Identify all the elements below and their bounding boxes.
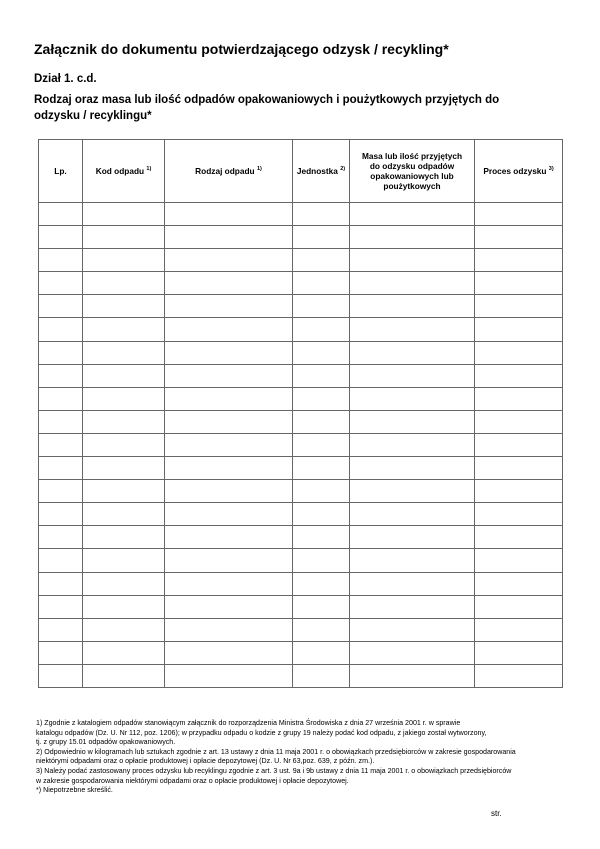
table-cell xyxy=(293,226,350,249)
table-cell xyxy=(39,641,83,664)
table-cell xyxy=(350,226,475,249)
table-cell xyxy=(83,387,165,410)
table-cell xyxy=(293,618,350,641)
table-cell xyxy=(475,272,563,295)
table-cell xyxy=(165,410,293,433)
page-number-label: str. xyxy=(491,809,502,818)
column-header-rodzaj-odpadu: Rodzaj odpadu $^{1)}$ xyxy=(165,140,293,203)
table-cell xyxy=(83,618,165,641)
section-label: Dział 1. c.d. xyxy=(34,73,97,85)
table-cell xyxy=(475,526,563,549)
table-cell xyxy=(350,480,475,503)
table-row xyxy=(39,341,563,364)
table-cell xyxy=(165,226,293,249)
table-row xyxy=(39,549,563,572)
table-row xyxy=(39,572,563,595)
table-cell xyxy=(39,203,83,226)
table-cell xyxy=(39,364,83,387)
table-cell xyxy=(475,480,563,503)
table-row xyxy=(39,595,563,618)
table-cell xyxy=(475,410,563,433)
table-cell xyxy=(350,364,475,387)
table-cell xyxy=(39,664,83,687)
table-cell xyxy=(165,641,293,664)
table-cell xyxy=(475,203,563,226)
table-cell xyxy=(165,457,293,480)
column-header-masa: Masa lub ilość przyjętych do odzysku odpadów opakowaniowych lub poużytkowych xyxy=(350,140,475,203)
table-row xyxy=(39,272,563,295)
table-cell xyxy=(350,457,475,480)
table-cell xyxy=(39,503,83,526)
table-cell xyxy=(39,526,83,549)
table-cell xyxy=(293,203,350,226)
table-cell xyxy=(39,226,83,249)
table-cell xyxy=(350,618,475,641)
page-title: Załącznik do dokumentu potwierdzającego odzysk / recykling* xyxy=(34,41,449,57)
table-cell xyxy=(165,341,293,364)
table-cell xyxy=(475,664,563,687)
table-cell xyxy=(293,641,350,664)
table-row xyxy=(39,318,563,341)
table-cell xyxy=(475,387,563,410)
table-cell xyxy=(39,457,83,480)
table-row xyxy=(39,457,563,480)
table-cell xyxy=(475,503,563,526)
table-cell xyxy=(293,364,350,387)
waste-table xyxy=(38,139,563,688)
table-cell xyxy=(293,387,350,410)
table-row xyxy=(39,410,563,433)
table-cell xyxy=(293,457,350,480)
table-cell xyxy=(350,203,475,226)
table-header-row xyxy=(39,140,563,203)
column-header-lp: Lp. xyxy=(39,140,83,203)
table-row xyxy=(39,387,563,410)
table-cell xyxy=(39,249,83,272)
footnote-ref: 1) xyxy=(146,166,152,173)
table-cell xyxy=(350,387,475,410)
footnote-ref: 1) xyxy=(256,166,262,173)
table-row xyxy=(39,618,563,641)
table-cell xyxy=(293,664,350,687)
table-cell xyxy=(350,595,475,618)
table-row xyxy=(39,295,563,318)
table-cell xyxy=(39,387,83,410)
table-cell xyxy=(83,364,165,387)
table-cell xyxy=(83,410,165,433)
footnote-asterisk: *) Niepotrzebne skreślić. xyxy=(36,786,113,795)
table-cell xyxy=(39,595,83,618)
table-cell xyxy=(83,641,165,664)
table-cell xyxy=(475,341,563,364)
column-header-proces-odzysku: Proces odzysku $^{3)}$ xyxy=(475,140,563,203)
table-cell xyxy=(350,410,475,433)
table-row xyxy=(39,364,563,387)
table-cell xyxy=(83,295,165,318)
table-cell xyxy=(475,364,563,387)
table-cell xyxy=(165,618,293,641)
table-cell xyxy=(83,318,165,341)
table-cell xyxy=(39,572,83,595)
table-row xyxy=(39,641,563,664)
table-cell xyxy=(165,433,293,456)
table-row xyxy=(39,480,563,503)
table-subtitle: Rodzaj oraz masa lub ilość odpadów opakowaniowych i poużytkowych przyjętych do odzysku / recyklingu* xyxy=(34,94,500,122)
table-row xyxy=(39,249,563,272)
table-cell xyxy=(475,572,563,595)
table-cell xyxy=(350,503,475,526)
table-cell xyxy=(293,341,350,364)
table-cell xyxy=(475,618,563,641)
table-cell xyxy=(165,526,293,549)
table-cell xyxy=(165,387,293,410)
table-cell xyxy=(293,503,350,526)
column-header-kod-odpadu: Kod odpadu $^{1)}$ xyxy=(83,140,165,203)
table-cell xyxy=(165,572,293,595)
footnote-ref: 3) xyxy=(548,166,554,173)
table-cell xyxy=(350,433,475,456)
table-cell xyxy=(293,572,350,595)
table-cell xyxy=(350,572,475,595)
table-cell xyxy=(165,249,293,272)
table-cell xyxy=(475,318,563,341)
table-cell xyxy=(350,272,475,295)
table-cell xyxy=(165,549,293,572)
table-cell xyxy=(350,318,475,341)
table-cell xyxy=(165,503,293,526)
table-cell xyxy=(165,595,293,618)
table-cell xyxy=(39,295,83,318)
table-cell xyxy=(475,641,563,664)
table-cell xyxy=(293,318,350,341)
table-cell xyxy=(475,549,563,572)
table-row xyxy=(39,203,563,226)
table-cell xyxy=(293,526,350,549)
footnote-3: 3) Należy podać zastosowany proces odzysku lub recyklingu zgodnie z art. 3 ust. 9a i 9b ustawy z dnia 11 maja 2001 r. o obowiązkach przedsiębiorców w zakresie gospodarowania niektórymi odpadami oraz o opłacie produktowej i opłacie depozytowej. xyxy=(36,766,512,785)
table-row xyxy=(39,433,563,456)
table-cell xyxy=(293,549,350,572)
table-cell xyxy=(39,341,83,364)
table-cell xyxy=(350,341,475,364)
table-cell xyxy=(39,549,83,572)
table-cell xyxy=(165,203,293,226)
table-cell xyxy=(83,226,165,249)
table-cell xyxy=(39,410,83,433)
table-cell xyxy=(475,595,563,618)
table-cell xyxy=(83,664,165,687)
table-cell xyxy=(39,318,83,341)
table-cell xyxy=(165,664,293,687)
table-cell xyxy=(83,341,165,364)
table-cell xyxy=(83,272,165,295)
table-cell xyxy=(83,595,165,618)
table-cell xyxy=(475,295,563,318)
table-row xyxy=(39,226,563,249)
footnote-ref: 2) xyxy=(340,166,346,173)
table-cell xyxy=(293,410,350,433)
table-cell xyxy=(475,457,563,480)
table-cell xyxy=(475,249,563,272)
table-cell xyxy=(39,433,83,456)
table-cell xyxy=(293,433,350,456)
table-cell xyxy=(350,249,475,272)
table-cell xyxy=(83,457,165,480)
table-cell xyxy=(83,572,165,595)
table-cell xyxy=(83,480,165,503)
table-cell xyxy=(39,618,83,641)
table-row xyxy=(39,664,563,687)
table-cell xyxy=(350,641,475,664)
table-cell xyxy=(83,526,165,549)
table-row xyxy=(39,526,563,549)
table-cell xyxy=(165,480,293,503)
table-body xyxy=(39,203,563,688)
table-cell xyxy=(165,318,293,341)
table-cell xyxy=(350,664,475,687)
table-cell xyxy=(39,480,83,503)
table-cell xyxy=(293,480,350,503)
table-row xyxy=(39,503,563,526)
table-cell xyxy=(293,295,350,318)
table-cell xyxy=(350,295,475,318)
footnotes xyxy=(36,719,584,796)
table-cell xyxy=(350,549,475,572)
table-cell xyxy=(293,272,350,295)
table-cell xyxy=(83,249,165,272)
table-cell xyxy=(293,595,350,618)
table-cell xyxy=(293,249,350,272)
column-header-jednostka: Jednostka $^{2)}$ xyxy=(293,140,350,203)
table-cell xyxy=(83,433,165,456)
table-cell xyxy=(350,526,475,549)
table-cell xyxy=(165,364,293,387)
table-cell xyxy=(165,295,293,318)
table-cell xyxy=(83,549,165,572)
table-cell xyxy=(165,272,293,295)
table-cell xyxy=(83,203,165,226)
table-cell xyxy=(83,503,165,526)
table-cell xyxy=(475,226,563,249)
footnote-1: 1) Zgodnie z katalogiem odpadów stanowiącym załącznik do rozporządzenia Ministra Środowiska z dnia 27 września 2001 r. w sprawie katalogu odpadów (Dz. U. Nr 112, poz. 1206); w przypadku odpadu o kodzie z grupy 19 należy podać kod odpadu, z jakiego został wytworzony, tj. z grupy 15.01 odpadów opakowaniowych. xyxy=(36,719,487,747)
table-cell xyxy=(39,272,83,295)
table-cell xyxy=(475,433,563,456)
footnote-2: 2) Odpowiednio w kilogramach lub sztukach zgodnie z art. 13 ustawy z dnia 11 maja 2001 r. o obowiązkach przedsiębiorców w zakresie gospodarowania niektórymi odpadami oraz o opłacie produktowej i opłacie depozytowej (Dz. U. Nr 63,poz. 639, z późn. zm.). xyxy=(36,747,516,766)
